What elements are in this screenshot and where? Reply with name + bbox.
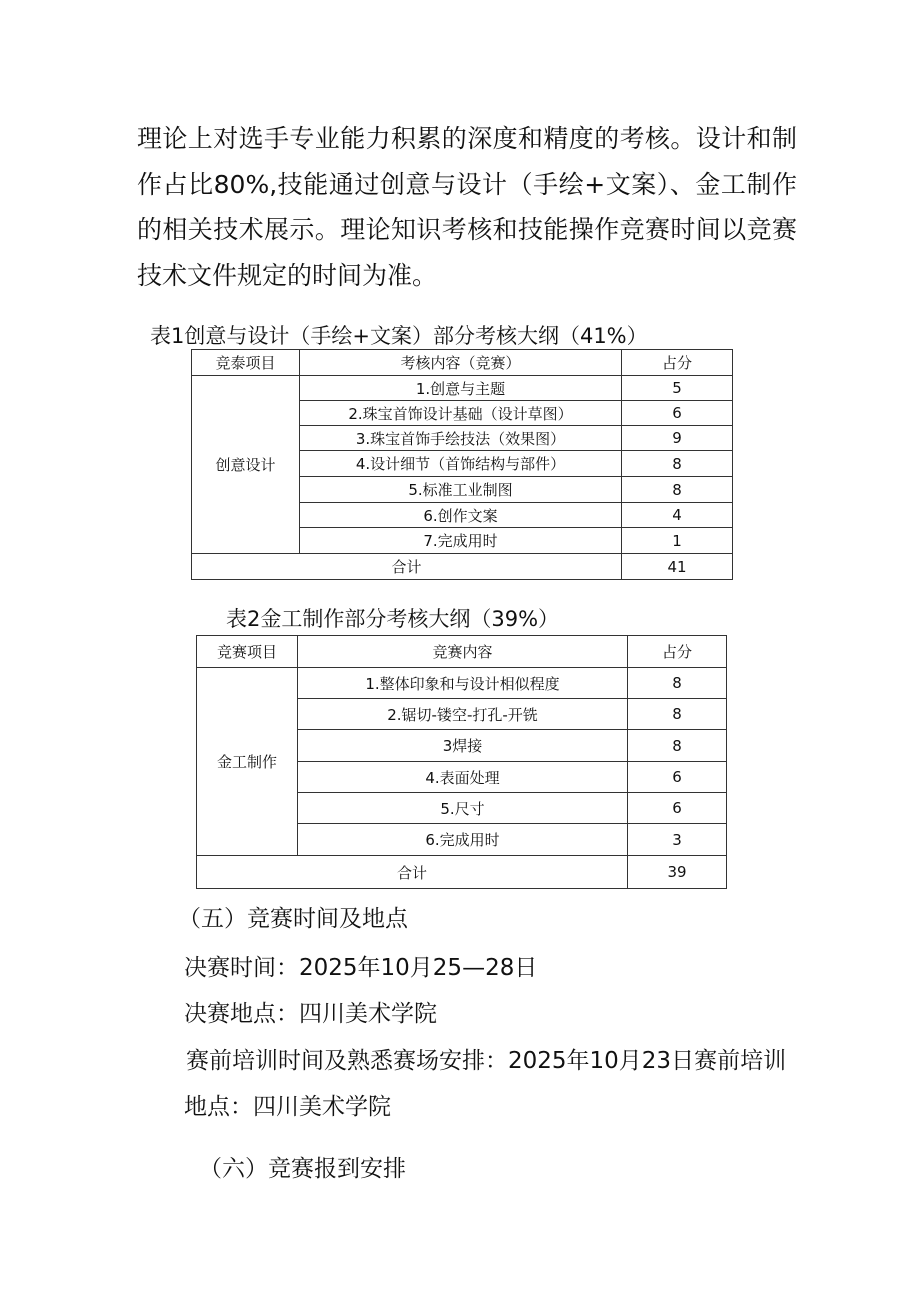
table1-row-score: 8 bbox=[622, 477, 733, 503]
table2-row-score: 6 bbox=[628, 762, 727, 793]
table1-header-score: 占分 bbox=[622, 350, 733, 376]
table1-header-item: 竞泰项目 bbox=[192, 350, 300, 376]
training-time: 赛前培训时间及熟悉赛场安排：2025年10月23日赛前培训 bbox=[186, 1048, 787, 1074]
table-row bbox=[192, 376, 733, 401]
table1-row-score: 6 bbox=[622, 401, 733, 426]
table1-row-content: 6.创作文案 bbox=[300, 503, 622, 528]
table1-row-content: 4.设计细节（首饰结构与部件） bbox=[300, 451, 622, 477]
table1-row-content: 5.标准工业制图 bbox=[300, 477, 622, 503]
table2-header-item: 竞赛项目 bbox=[197, 636, 298, 668]
section5-heading: （五）竞赛时间及地点 bbox=[178, 906, 408, 932]
section6-heading: （六）竞赛报到安排 bbox=[199, 1156, 406, 1182]
table2-total-label: 合计 bbox=[197, 856, 628, 889]
final-time: 决赛时间：2025年10月25—28日 bbox=[184, 955, 538, 981]
table2-caption: 表2金工制作部分考核大纲（39%） bbox=[226, 607, 560, 631]
table2-header-score: 占分 bbox=[628, 636, 727, 668]
table1-row-content: 3.珠宝首饰手绘技法（效果图） bbox=[300, 426, 622, 451]
table1-row-score: 5 bbox=[622, 376, 733, 401]
table2-row-score: 3 bbox=[628, 824, 727, 856]
table1-row-score: 1 bbox=[622, 528, 733, 554]
table1-row-content: 7.完成用时 bbox=[300, 528, 622, 554]
table2-row-score: 8 bbox=[628, 668, 727, 699]
table2 bbox=[196, 635, 727, 889]
table2-row-score: 6 bbox=[628, 793, 727, 824]
table2-category: 金工制作 bbox=[197, 668, 298, 856]
table1-header-content: 考核内容（竞赛） bbox=[300, 350, 622, 376]
table1-row-score: 8 bbox=[622, 451, 733, 477]
table2-total-score: 39 bbox=[628, 856, 727, 889]
table2-row-content: 2.锯切-镂空-打孔-开铣 bbox=[298, 699, 628, 730]
table2-row-content: 6.完成用时 bbox=[298, 824, 628, 856]
table2-header-row bbox=[197, 636, 727, 668]
table1-row-score: 4 bbox=[622, 503, 733, 528]
table1-row-score: 9 bbox=[622, 426, 733, 451]
final-place: 决赛地点：四川美术学院 bbox=[184, 1001, 437, 1027]
table1 bbox=[191, 349, 733, 580]
table2-row-score: 8 bbox=[628, 730, 727, 762]
table1-total-row bbox=[192, 554, 733, 580]
intro-paragraph: 理论上对选手专业能力积累的深度和精度的考核。设计和制作占比80%,技能通过创意与设计（手绘+文案）、金工制作的相关技术展示。理论知识考核和技能操作竞赛时间以竞赛技术文件规定的时间为准。 bbox=[137, 124, 797, 290]
table1-row-content: 1.创意与主题 bbox=[300, 376, 622, 401]
table-row bbox=[197, 668, 727, 699]
table2-row-content: 3焊接 bbox=[298, 730, 628, 762]
table2-total-row bbox=[197, 856, 727, 889]
table2-row-score: 8 bbox=[628, 699, 727, 730]
training-place: 地点：四川美术学院 bbox=[184, 1094, 391, 1120]
table2-row-content: 4.表面处理 bbox=[298, 762, 628, 793]
table1-total-label: 合计 bbox=[192, 554, 622, 580]
table1-category: 创意设计 bbox=[192, 376, 300, 554]
table2-row-content: 1.整体印象和与设计相似程度 bbox=[298, 668, 628, 699]
table1-caption: 表1创意与设计（手绘+文案）部分考核大纲（41%） bbox=[150, 324, 648, 348]
table1-row-content: 2.珠宝首饰设计基础（设计草图） bbox=[300, 401, 622, 426]
table1-header-row bbox=[192, 350, 733, 376]
table1-total-score: 41 bbox=[622, 554, 733, 580]
table2-row-content: 5.尺寸 bbox=[298, 793, 628, 824]
table2-header-content: 竞赛内容 bbox=[298, 636, 628, 668]
